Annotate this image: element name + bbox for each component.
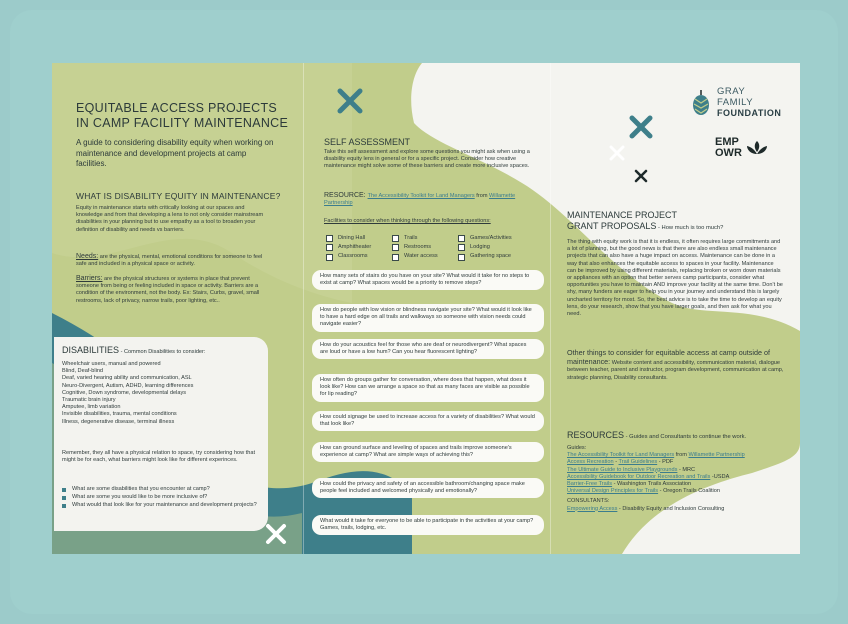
list-item xyxy=(62,502,262,509)
question-card xyxy=(312,304,544,332)
maintenance-text: The thing with equity work is that it is endless, it often requires large commitments and a lot of planning, but the good news is that there are also endless small maintenance projects that can also have a huge impact on access. Maintenance can be done in a way that also enhances the equitable access to spaces in your facility. Maintenance can be improved by using different materials, replacing broken or worn down materials or appliances with an option that better serves camp participants, consider what opportunities you have to maintain AND improve your facility at the same time. Don't be shy, many funders are eager to help you in your journey and understand this is largely uncharted territory for most. So, the best advice is to take the time to develop an equity lens, do your research, show that you have larger goals, and then ask for what you need. xyxy=(567,239,783,318)
disabilities-questions xyxy=(62,486,262,511)
disabilities-card xyxy=(54,337,268,531)
reminder-text: Remember, they all have a physical relation to space, try considering how that might be for each, what barriers might look like for different experinces. xyxy=(62,450,256,464)
question-text: How many sets of stairs do you have on your site? What would it take for no steps to exist at camp? What spaces would be a priority to remove steps? xyxy=(320,273,530,287)
facility-label: Dining Hall xyxy=(338,235,366,241)
bullet-icon xyxy=(62,488,66,492)
resource-label: RESOURCE: xyxy=(324,192,368,199)
empowr-logo xyxy=(715,137,768,159)
subtitle: A guide to considering disability equity when working on maintenance and development projects at camp facilities. xyxy=(76,138,274,168)
question-card xyxy=(312,442,544,462)
guide-link[interactable]: Barrier-Free Trails xyxy=(567,481,613,488)
barriers-definition xyxy=(76,275,272,305)
needs-label: Needs: xyxy=(76,253,99,260)
question-card xyxy=(312,339,544,359)
question-card xyxy=(312,411,544,431)
guide-link[interactable]: The Ultimate Guide to Inclusive Playgrounds xyxy=(567,466,678,473)
list-item: Wheelchair users, manual and powered xyxy=(62,361,161,367)
list-item xyxy=(567,481,789,488)
willamette-link[interactable]: Willamette Partnership xyxy=(324,193,516,207)
question-text: What are some you would like to be more inclusive of? xyxy=(72,494,208,501)
guide-link[interactable]: Universal Design Principles for Trails xyxy=(567,488,659,495)
disabilities-subtitle: - Common Disabilities to consider: xyxy=(119,349,206,355)
facility-item[interactable] xyxy=(458,253,538,260)
resource-line xyxy=(324,192,534,207)
checkbox-icon[interactable] xyxy=(458,254,465,261)
list-item xyxy=(567,459,789,466)
question-text: How could the privacy and safety of an accessible bathroom/changing space make people feel included and welcomed physically and emotionally? xyxy=(320,481,525,495)
panel-middle xyxy=(304,63,550,554)
list-item xyxy=(567,452,789,459)
question-text: What are some disabilities that you encounter at camp? xyxy=(72,486,210,492)
resources-title: RESOURCES xyxy=(567,430,625,440)
question-card xyxy=(312,270,544,290)
facility-item[interactable] xyxy=(458,244,538,251)
lotus-icon xyxy=(746,140,768,156)
guide-text: - xyxy=(613,459,619,466)
list-item: Blind, Deaf-blind xyxy=(62,368,104,375)
other-text: Website content and accessibility, communication material, dialogue between teacher, parent and instructor, program development, communication at camp, strategic planning, Disability consultants. xyxy=(567,360,784,381)
list-item: Cognitive, Down syndrome, developmental delays xyxy=(62,389,187,396)
list-item xyxy=(62,486,262,493)
facility-label: Water access xyxy=(404,253,438,260)
question-card xyxy=(312,515,544,535)
guide-link[interactable]: Accessibility Guidebook for Outdoor Recreation and Trails xyxy=(567,473,711,480)
facility-item[interactable] xyxy=(326,253,392,260)
list-item: Deaf, varied hearing ability and communication, ASL xyxy=(62,375,192,382)
guide-text: - Washington Trails Association xyxy=(612,481,692,488)
list-item xyxy=(567,488,789,495)
barriers-label: Barriers: xyxy=(76,275,103,282)
maintenance-subtitle: - How much is too much? xyxy=(656,225,724,231)
checkbox-icon[interactable] xyxy=(326,235,333,242)
facility-label: Classrooms xyxy=(338,253,368,260)
guide-text: from xyxy=(674,452,689,459)
bullet-icon xyxy=(62,496,66,500)
guides-label: Guides: xyxy=(567,445,587,451)
equity-text: Equity in maintenance starts with critically looking at our spaces and knowledge and from that developing a lens to not only consider mainstream disabilities in your planning but to use empathy as a tool to broaden your definition of disability and needs vs barriers. xyxy=(76,205,264,233)
facility-label: Restrooms xyxy=(404,244,432,251)
checkbox-icon[interactable] xyxy=(458,235,465,242)
guide-link[interactable]: The Accessibility Toolkit for Land Managers xyxy=(567,452,675,459)
equity-heading: WHAT IS DISABILITY EQUITY IN MAINTENANCE? xyxy=(76,191,281,201)
barriers-text: are the physical structures or systems in place that prevent someone from being or feeling included in space or activity. Barriers are a condition of the environment, not the body. Ex: Stairs, Curbs, gravel, small restrooms, lack of privacy, narrow trails, poor lighting, etc.. xyxy=(76,276,260,304)
logo-line: FOUNDATION xyxy=(717,108,782,118)
main-title: EQUITABLE ACCESS PROJECTS IN CAMP FACILITY MAINTENANCE xyxy=(76,101,289,130)
brochure xyxy=(52,63,800,554)
empowr-line: OWR xyxy=(715,147,742,159)
empowr-text xyxy=(715,137,742,159)
guide-link[interactable]: Trail Guidelines xyxy=(618,459,658,466)
list-item: Invisible disabilities, trauma, mental conditions xyxy=(62,411,177,418)
pinecone-icon xyxy=(691,90,711,116)
other-heading: Other things to consider for equitable access at camp outside of maintenance: xyxy=(567,348,770,367)
list-item: Traumatic brain injury xyxy=(62,397,116,404)
list-item: Illness, degenerative disease, terminal illness xyxy=(62,418,175,425)
disabilities-heading xyxy=(62,345,205,355)
guide-link[interactable]: Access Recreation xyxy=(567,459,614,466)
consultant-link[interactable]: Empowering Access xyxy=(567,505,618,512)
question-text: How do your acoustics feel for those who are deaf or neurodivergent? What spaces are loud or have a low hum? Can you hear fluorescent lighting? xyxy=(320,342,527,356)
facility-label: Trails xyxy=(404,235,418,241)
needs-definition xyxy=(76,253,272,268)
facility-item[interactable] xyxy=(326,235,392,242)
facilities-label: Facilities to consider when thinking through the following questions: xyxy=(324,218,491,224)
panel-left xyxy=(52,63,303,554)
checkbox-icon[interactable] xyxy=(326,244,333,251)
checkbox-icon[interactable] xyxy=(392,254,399,261)
toolkit-link[interactable]: The Accessibility Toolkit for Land Managers xyxy=(367,193,475,199)
list-item: Amputee, limb variation xyxy=(62,404,121,411)
logo-line: FAMILY xyxy=(717,96,754,108)
empowr-line: EMP xyxy=(715,136,739,148)
maintenance-title: MAINTENANCE PROJECT GRANT PROPOSALS xyxy=(567,210,678,231)
question-text: How could signage be used to increase access for a variety of disabilities? What would that look like? xyxy=(320,414,535,428)
logo-text xyxy=(717,87,781,120)
list-item xyxy=(567,506,789,513)
consultant-text: - Disability Equity and Inclusion Consulting xyxy=(617,505,725,512)
question-text: How often do groups gather for conversation, where does that happen, what does it look like? How can we arrange a space so that as many faces are visible as possible for lip reading? xyxy=(320,377,530,398)
facilities-checklist xyxy=(326,235,536,261)
facility-label: Lodging xyxy=(470,244,490,251)
facility-item[interactable] xyxy=(392,253,458,260)
facility-label: Amphitheater xyxy=(338,244,372,251)
resources-subtitle: - Guides and Consultants to continue the work. xyxy=(624,434,747,440)
guide-text: - PDF xyxy=(657,459,674,466)
facility-item[interactable] xyxy=(392,235,458,242)
disabilities-title: DISABILITIES xyxy=(62,345,120,355)
list-item xyxy=(567,474,789,481)
consultants-label: CONSULTANTS: xyxy=(567,498,610,505)
facility-label: Games/Activities xyxy=(470,235,512,241)
question-text: What would it take for everyone to be able to participate in the activities at your camp? Games, trails, lodging, etc. xyxy=(320,518,534,532)
facility-item[interactable] xyxy=(326,244,392,251)
question-text: How do people with low vision or blindness navigate your site? What would it look like to have a hard edge on all trails and walkways so someone with vision needs could navigate easier? xyxy=(320,307,532,328)
self-assessment-intro: Take this self assessment and explore some questions you might ask when using a disability equity lens in general or for a specific project. Consider how creative maintenance might solve some of these barriers and create more inclusive spaces. xyxy=(324,149,530,170)
facility-item[interactable] xyxy=(392,244,458,251)
guide-link[interactable]: Willamette Partnership xyxy=(688,452,745,459)
resources-heading xyxy=(567,430,746,440)
facility-label: Gathering space xyxy=(470,253,512,260)
question-text: How can ground surface and leveling of spaces and trails improve someone's experience at camp? What are simple ways of achieving this? xyxy=(320,445,512,459)
list-item: Neuro-Divergent, Autism, ADHD, learning differences xyxy=(62,382,194,389)
checkbox-icon[interactable] xyxy=(458,244,465,251)
checkbox-icon[interactable] xyxy=(326,254,333,261)
guide-text: -USDA xyxy=(710,473,730,480)
bullet-icon xyxy=(62,504,66,508)
disabilities-list xyxy=(62,361,262,426)
other-considerations xyxy=(567,349,787,382)
question-card xyxy=(312,478,544,498)
panel-right xyxy=(551,63,800,554)
resources-list xyxy=(567,445,789,513)
needs-text: are the physical, mental, emotional conditions for someone to feel safe and included in a physical space or activity. xyxy=(76,254,263,268)
logo-line: GRAY xyxy=(717,86,746,97)
maintenance-heading xyxy=(567,210,723,234)
resource-from: from xyxy=(474,193,490,199)
checkbox-icon[interactable] xyxy=(392,235,399,242)
list-item xyxy=(62,494,262,501)
guide-text: - MRC xyxy=(677,466,696,473)
checkbox-icon[interactable] xyxy=(392,244,399,251)
self-assessment-heading: SELF ASSESSMENT xyxy=(324,137,411,147)
facility-item[interactable] xyxy=(458,235,538,242)
gray-family-logo xyxy=(691,87,781,120)
guide-text: - Oregon Trails Coalition xyxy=(658,488,720,495)
question-text: What would that look like for your maintenance and development projects? xyxy=(72,502,257,509)
question-card xyxy=(312,374,544,402)
list-item xyxy=(567,467,789,474)
